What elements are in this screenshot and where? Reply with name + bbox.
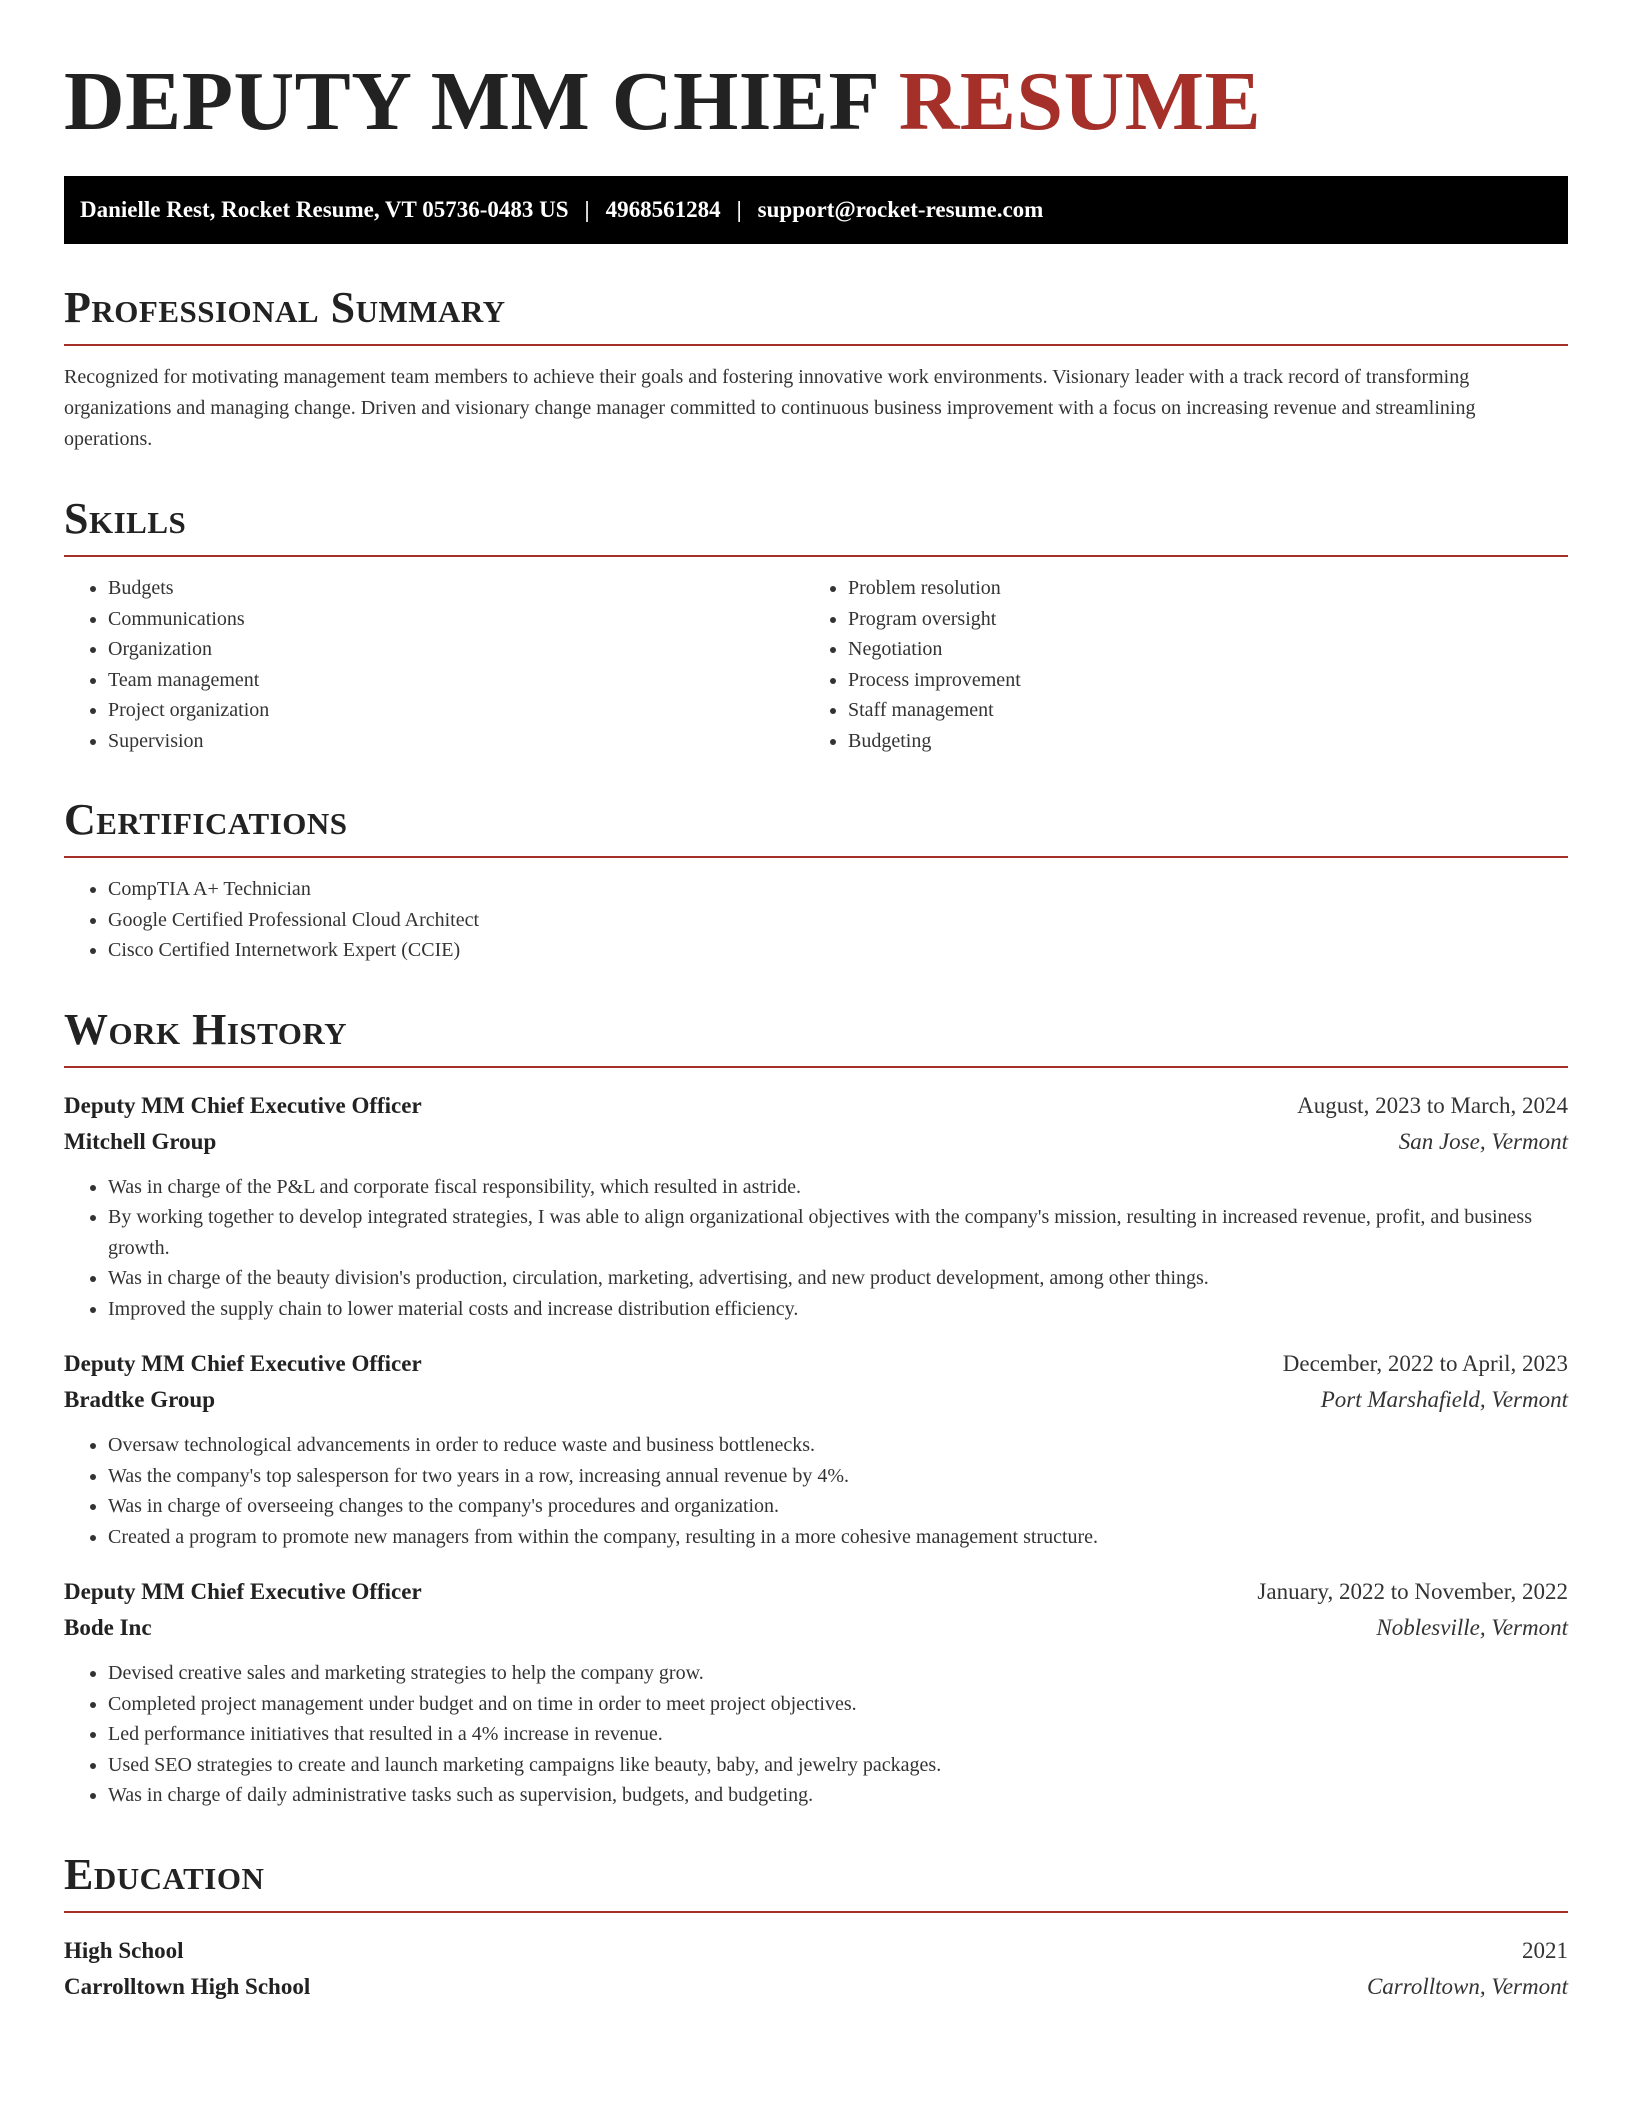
contact-separator: | xyxy=(584,197,590,222)
education-location: Carrolltown, Vermont xyxy=(1366,1973,1568,1999)
resume-title xyxy=(64,52,1568,152)
job-company-row xyxy=(64,1382,1568,1418)
job-location: Noblesville, Vermont xyxy=(1376,1615,1568,1640)
job-bullet: • Was in charge of daily administrative tasks such as supervision, budgets, and budgeting. xyxy=(108,1780,1568,1811)
job-bullet: • Completed project management under budget and on time in order to meet project objectives. xyxy=(108,1689,1568,1720)
job-bullet: • Was in charge of the P&L and corporate fiscal responsibility, which resulted in astride. xyxy=(108,1172,1568,1203)
skill-item: • Communications xyxy=(108,604,804,635)
job-dates: August, 2023 to March, 2024 xyxy=(1297,1092,1568,1118)
education-degree-row xyxy=(64,1933,1568,1969)
education-section xyxy=(64,1849,1568,2005)
job-bullet: • Oversaw technological advancements in order to reduce waste and business bottlenecks. xyxy=(108,1430,1568,1461)
job-dates: January, 2022 to November, 2022 xyxy=(1257,1579,1568,1604)
job-entry xyxy=(64,1346,1568,1552)
job-bullet: • Was in charge of the beauty division's production, circulation, marketing, advertising, and new product development, among other things. xyxy=(108,1263,1568,1294)
education-entry xyxy=(64,1933,1568,2005)
skill-item: • Negotiation xyxy=(848,634,1568,665)
job-entry xyxy=(64,1088,1568,1325)
job-header-row xyxy=(64,1574,1568,1610)
job-bullet: • Used SEO strategies to create and launch marketing campaigns like beauty, baby, and jewelry packages. xyxy=(108,1750,1568,1781)
education-school: Carrolltown High School xyxy=(64,1973,311,1999)
job-company-row xyxy=(64,1124,1568,1160)
contact-email: support@rocket-resume.com xyxy=(757,197,1044,222)
skill-item: • Project organization xyxy=(108,695,804,726)
skill-item: • Staff management xyxy=(848,695,1568,726)
certification-item: • Google Certified Professional Cloud Architect xyxy=(108,905,1568,936)
certification-item: • CompTIA A+ Technician xyxy=(108,874,1568,905)
job-location: San Jose, Vermont xyxy=(1398,1128,1568,1154)
contact-phone: 4968561284 xyxy=(605,197,721,222)
skill-item: • Organization xyxy=(108,634,804,665)
education-school-row xyxy=(64,1969,1568,2005)
job-bullet: • Devised creative sales and marketing strategies to help the company grow. xyxy=(108,1658,1568,1689)
job-header-row xyxy=(64,1346,1568,1382)
job-dates: December, 2022 to April, 2023 xyxy=(1282,1351,1568,1376)
title-accent: RESUME xyxy=(898,55,1262,148)
contact-address: Danielle Rest, Rocket Resume, VT 05736-0483 US xyxy=(80,197,569,222)
job-entry xyxy=(64,1574,1568,1811)
job-title: Deputy MM Chief Executive Officer xyxy=(64,1351,422,1376)
skill-item: • Budgeting xyxy=(848,726,1568,757)
certifications-list xyxy=(64,874,1568,966)
summary-heading: Professional Summary xyxy=(64,282,1568,346)
job-bullet: • Improved the supply chain to lower material costs and increase distribution efficiency. xyxy=(108,1294,1568,1325)
job-bullet: • Created a program to promote new managers from within the company, resulting in a more cohesive management structure. xyxy=(108,1522,1568,1553)
summary-section xyxy=(64,282,1568,455)
skills-list-left xyxy=(64,573,804,756)
skill-item: • Program oversight xyxy=(848,604,1568,635)
job-bullets xyxy=(64,1658,1568,1811)
skills-list-right xyxy=(804,573,1568,756)
skill-item: • Process improvement xyxy=(848,665,1568,696)
skills-section xyxy=(64,493,1568,756)
certifications-section xyxy=(64,794,1568,966)
certification-item: • Cisco Certified Internetwork Expert (CCIE) xyxy=(108,935,1568,966)
job-location: Port Marshafield, Vermont xyxy=(1320,1387,1568,1412)
job-company: Mitchell Group xyxy=(64,1128,217,1154)
skill-item: • Team management xyxy=(108,665,804,696)
job-bullets xyxy=(64,1430,1568,1552)
skills-grid xyxy=(64,557,1568,756)
education-year: 2021 xyxy=(1522,1937,1568,1963)
education-degree: High School xyxy=(64,1937,184,1963)
skill-item: • Budgets xyxy=(108,573,804,604)
education-heading: Education xyxy=(64,1849,1568,1913)
job-company-row xyxy=(64,1610,1568,1646)
job-company: Bode Inc xyxy=(64,1615,152,1640)
job-bullet: • Was the company's top salesperson for two years in a row, increasing annual revenue by 4%. xyxy=(108,1461,1568,1492)
summary-text: Recognized for motivating management team members to achieve their goals and fostering innovative work environments. Visionary leader with a track record of transforming organizations and managing change. Driven and visionary change manager committed to continuous business improvement with a focus on increasing revenue and streamlining operations. xyxy=(64,366,1476,450)
skills-heading: Skills xyxy=(64,493,1568,557)
skill-item: • Problem resolution xyxy=(848,573,1568,604)
certifications-heading: Certifications xyxy=(64,794,1568,858)
job-bullets xyxy=(64,1172,1568,1325)
job-title: Deputy MM Chief Executive Officer xyxy=(64,1092,422,1118)
job-bullet: • Led performance initiatives that resulted in a 4% increase in revenue. xyxy=(108,1719,1568,1750)
work-history-heading: Work History xyxy=(64,1004,1568,1068)
job-company: Bradtke Group xyxy=(64,1387,216,1412)
job-header-row xyxy=(64,1088,1568,1124)
work-history-section xyxy=(64,1004,1568,1811)
title-main: DEPUTY MM CHIEF xyxy=(64,55,878,148)
contact-bar xyxy=(64,176,1568,244)
job-bullet: • By working together to develop integrated strategies, I was able to align organizational objectives with the company's mission, resulting in increased revenue, profit, and business growth. xyxy=(108,1202,1568,1263)
skill-item: • Supervision xyxy=(108,726,804,757)
job-title: Deputy MM Chief Executive Officer xyxy=(64,1579,422,1604)
job-bullet: • Was in charge of overseeing changes to the company's procedures and organization. xyxy=(108,1491,1568,1522)
contact-separator: | xyxy=(736,197,742,222)
